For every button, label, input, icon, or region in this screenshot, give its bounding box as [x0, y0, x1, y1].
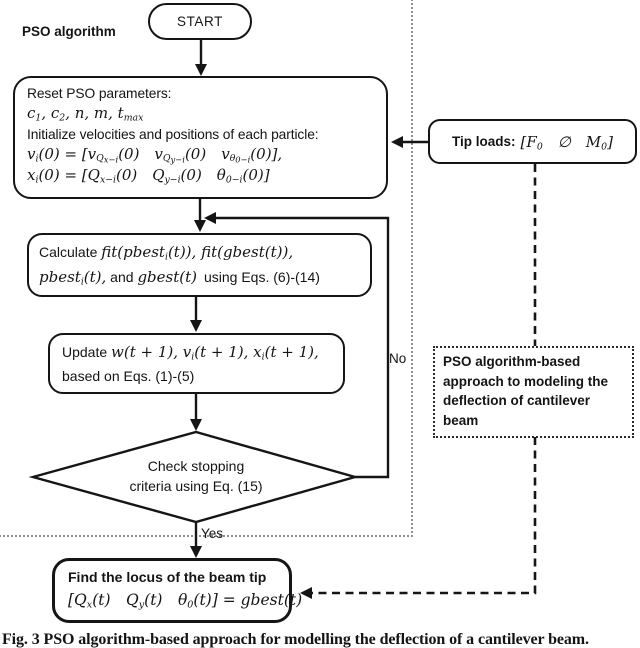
side-note-line: PSO algorithm-based — [443, 354, 581, 369]
arrowhead-down-icon — [194, 220, 206, 232]
side-note-line: approach to modeling the — [443, 373, 609, 389]
init-node — [13, 76, 388, 199]
decision-line-1: Check stopping — [147, 458, 245, 474]
update-line-2: based on Eqs. (1)-(5) — [62, 368, 195, 384]
start-label: START — [176, 14, 223, 29]
dashed-line-note-to-result — [311, 437, 535, 593]
update-line-1: Update w(t + 1), $v_i(t + 1)$, $x_i(t + 1)$, — [62, 343, 319, 363]
decision-line-2: criteria using Eq. (15) — [129, 478, 263, 494]
tip-loads-label: Tip loads: — [452, 134, 516, 149]
arrowhead-left-icon — [391, 136, 403, 148]
init-params: $c_1$, $c_2$, n, m, $t_{max}$ — [27, 104, 144, 124]
region-label: PSO algorithm — [22, 24, 116, 39]
tip-loads-value: [$F_0$ ∅ $M_0$] — [520, 132, 613, 153]
calculate-line-2: pbest$_i$(t), and gbest(t) using Eqs. (6)-(14) — [39, 268, 320, 288]
decision-node-text — [96, 456, 296, 496]
edge-label-yes: Yes — [201, 526, 224, 541]
init-position-equation: $x_i(0) = [Q_{x-i}(0)$ $Q_{y-i}(0)$ $\theta_{0-i}(0)$] — [27, 166, 270, 186]
init-velocity-equation: $v_i(0) = [v_{Q_{x-i}}(0)$ $v_{Q_{y-i}}(0)$ $v_{\theta_{0-i}}(0)$], — [27, 144, 283, 165]
init-subtitle: Initialize velocities and positions of each particle: — [27, 126, 319, 142]
side-note-box — [433, 346, 634, 438]
calculate-line-1: Calculate fit(pbest$_i$(t)), fit(gbest(t)), — [39, 243, 294, 263]
calculate-node — [27, 233, 372, 297]
start-node — [148, 3, 252, 40]
result-node — [52, 558, 303, 623]
edge-label-no: No — [389, 351, 407, 366]
result-title: Find the locus of the beam tip — [68, 569, 267, 585]
arrowhead-down-icon — [190, 320, 202, 332]
side-note-line: beam — [443, 412, 479, 428]
result-equation: [$Q_x(t)$ $Q_y(t)$ $\theta_0(t)$] = gbest(t) — [68, 591, 303, 611]
update-node — [48, 333, 345, 394]
side-note-line: deflection of cantilever — [443, 393, 591, 408]
arrowhead-down-icon — [195, 64, 207, 76]
figure-caption: Fig. 3 PSO algorithm-based approach for modelling the deflection of a cantilever beam. — [2, 631, 589, 648]
arrowhead-down-icon — [190, 546, 202, 558]
init-title: Reset PSO parameters: — [27, 86, 172, 101]
arrowhead-left-icon — [204, 212, 216, 224]
arrowhead-down-icon — [190, 419, 202, 431]
tip-loads-node — [428, 119, 637, 164]
